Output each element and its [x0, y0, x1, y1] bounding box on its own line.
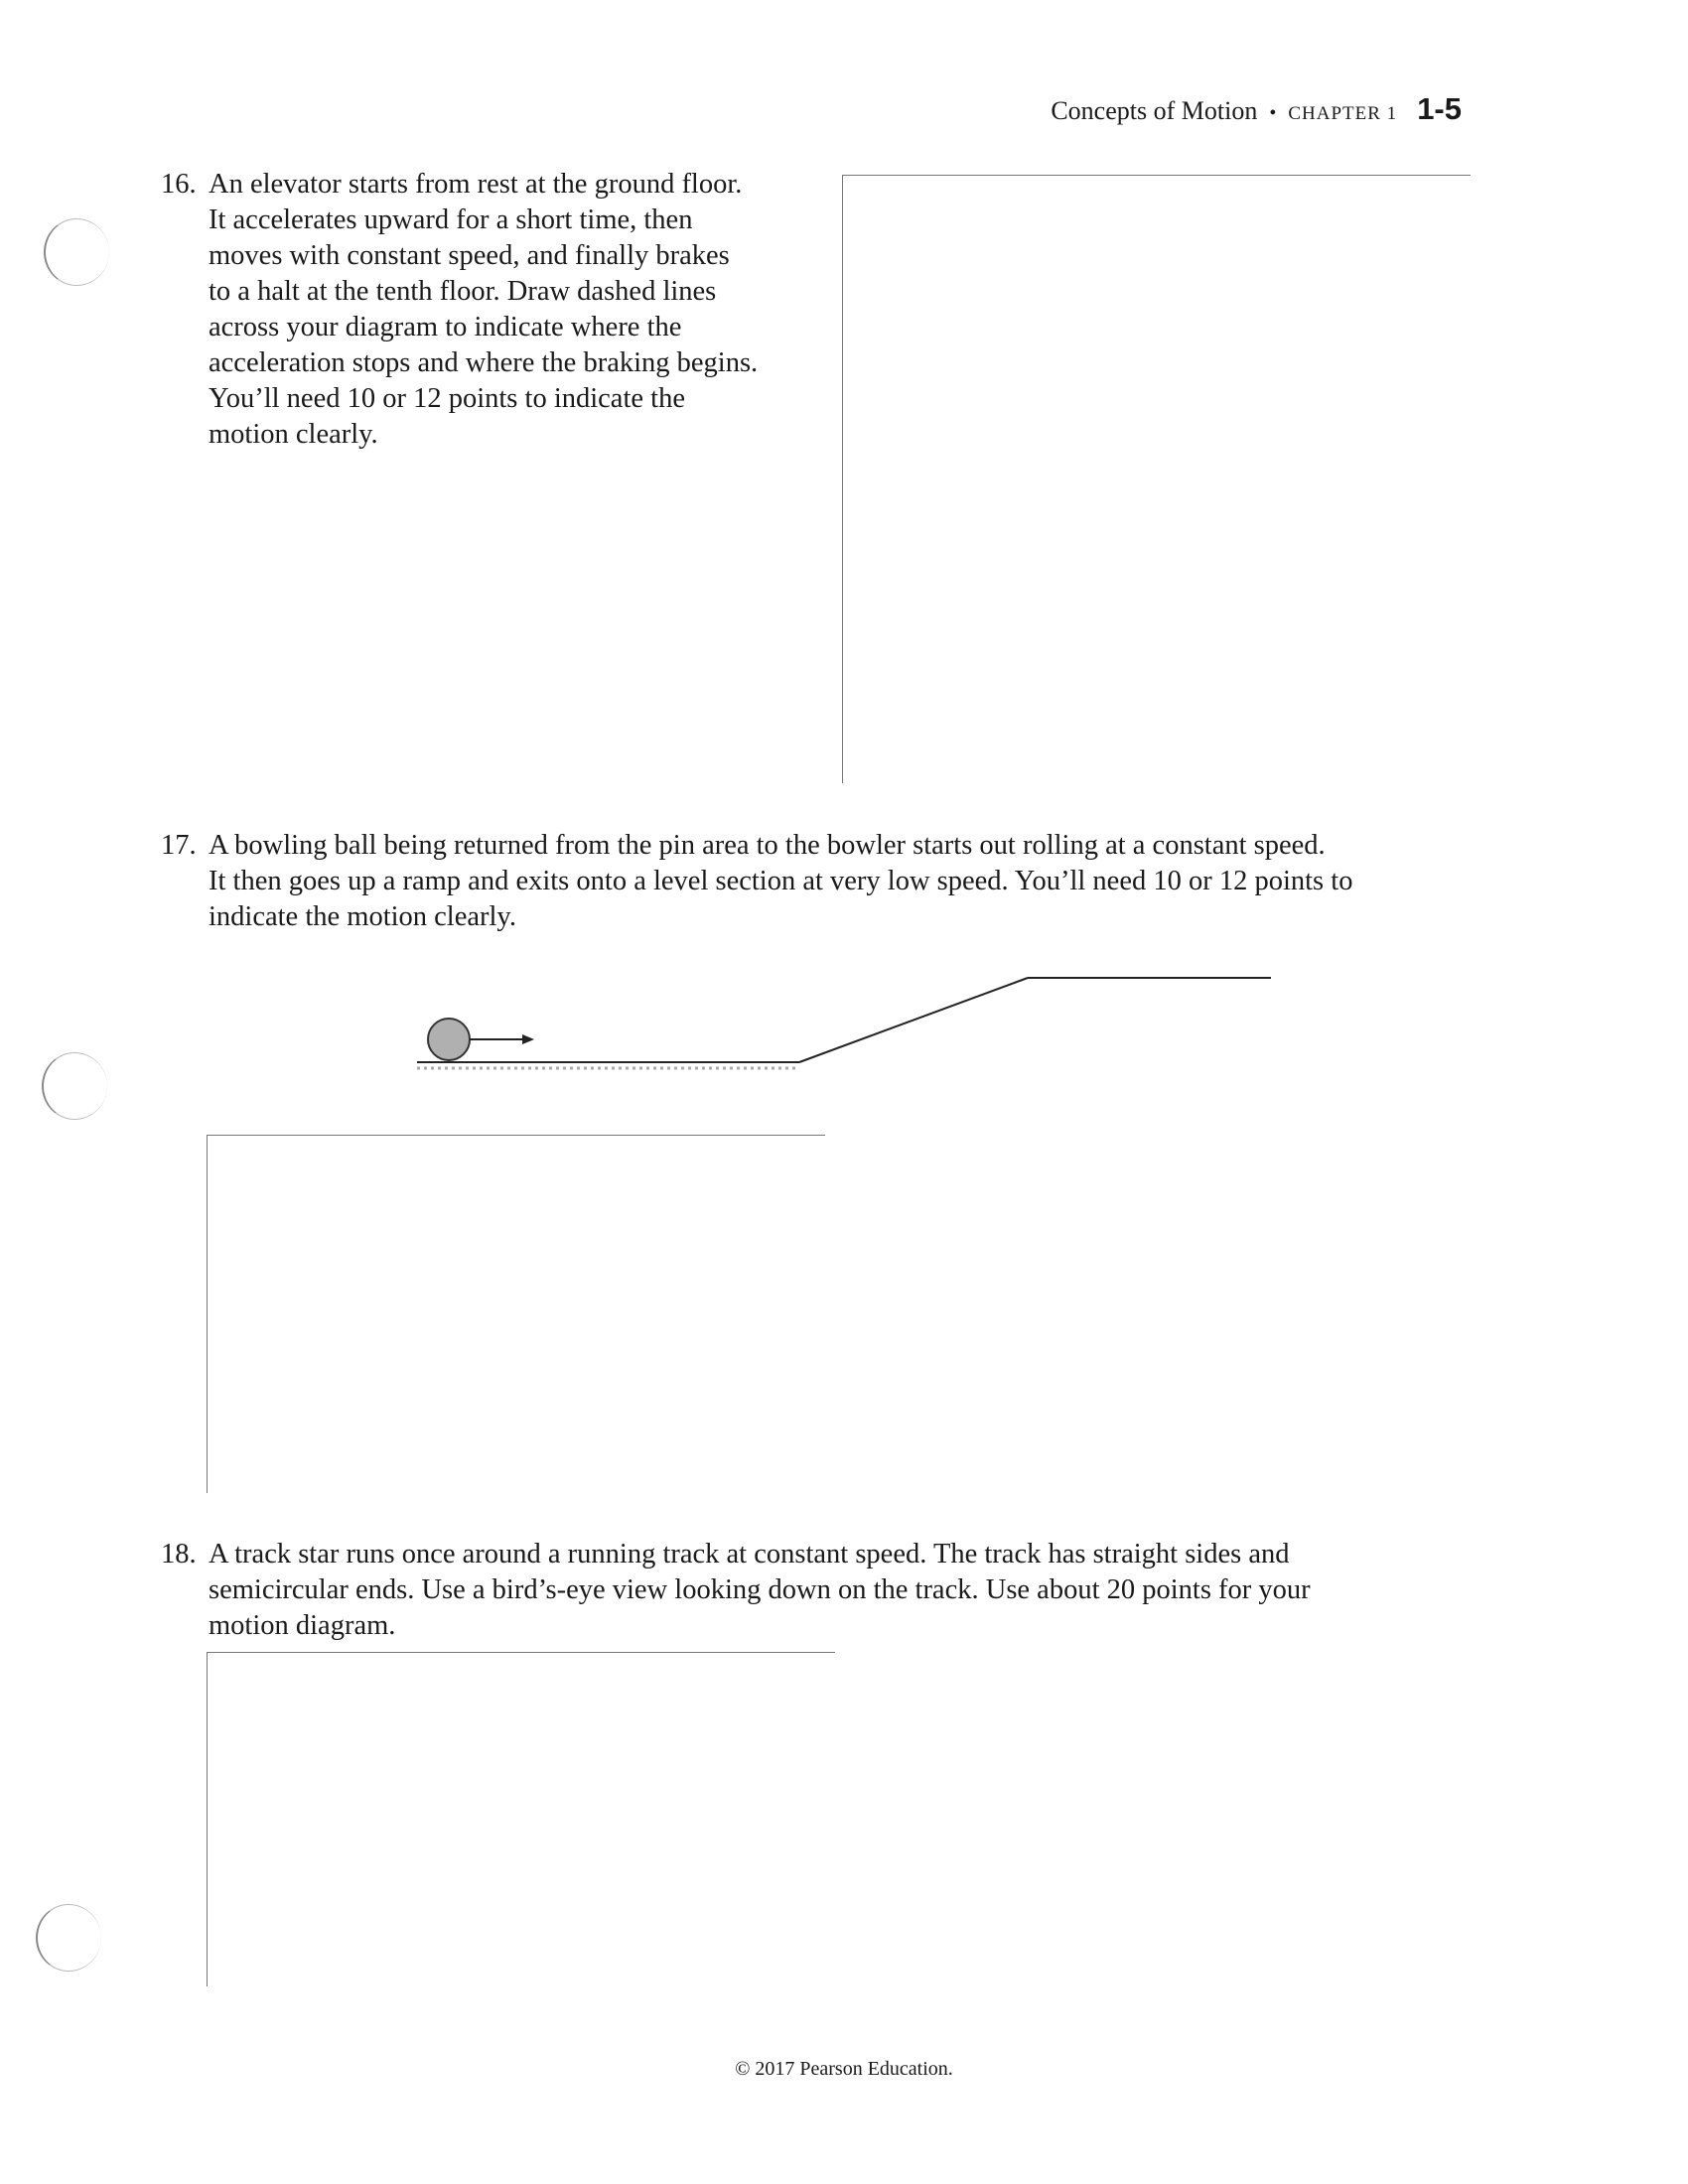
- problem-line: A track star runs once around a running track at constant speed. The track has straight sides and: [209, 1539, 1290, 1570]
- page-number: 1-5: [1417, 91, 1462, 126]
- chapter-label: CHAPTER 1: [1288, 103, 1398, 124]
- bowling-ball: [428, 1019, 470, 1060]
- copyright-footer: © 2017 Pearson Education.: [735, 2058, 953, 2080]
- problem-line: acceleration stops and where the braking begins.: [209, 347, 759, 378]
- problem-18: [161, 1537, 1452, 1644]
- answer-box-18[interactable]: [207, 1652, 835, 1986]
- problem-line: across your diagram to indicate where the: [209, 312, 682, 342]
- problem-text: [209, 1537, 1452, 1644]
- problem-line: It accelerates upward for a short time, then: [209, 205, 693, 235]
- problem-line: motion diagram.: [209, 1610, 396, 1641]
- section-title: Concepts of Motion: [1051, 96, 1258, 125]
- answer-box-17[interactable]: [207, 1135, 825, 1493]
- problem-line: You’ll need 10 or 12 points to indicate the: [209, 383, 685, 414]
- problem-line: moves with constant speed, and finally brakes: [209, 240, 730, 271]
- problem-number: 18.: [161, 1539, 197, 1570]
- problem-line: It then goes up a ramp and exits onto a level section at very low speed. You’ll need 10 or 12 points to: [209, 866, 1353, 896]
- problem-line: semicircular ends. Use a bird’s-eye view looking down on the track. Use about 20 points for your: [209, 1574, 1311, 1605]
- ramp-diagram: [417, 968, 1291, 1092]
- header-bullet: •: [1269, 102, 1277, 124]
- velocity-arrow-icon: [470, 1034, 534, 1044]
- problem-text: [209, 828, 1452, 935]
- problem-17: [161, 828, 1452, 935]
- binder-hole-bottom: [36, 1904, 101, 1972]
- problem-line: An elevator starts from rest at the ground floor.: [209, 169, 743, 200]
- answer-box-16[interactable]: [842, 175, 1471, 783]
- ramp-slope: [799, 978, 1028, 1062]
- problem-line: indicate the motion clearly.: [209, 901, 516, 932]
- problem-line: A bowling ball being returned from the pin area to the bowler starts out rolling at a constant speed.: [209, 830, 1326, 861]
- binder-hole-top: [44, 218, 109, 286]
- running-header: [1051, 91, 1462, 127]
- problem-line: motion clearly.: [209, 419, 378, 450]
- binder-hole-middle: [42, 1052, 107, 1120]
- problem-number: 16.: [161, 169, 197, 200]
- problem-16: [161, 167, 816, 453]
- problem-line: to a halt at the tenth floor. Draw dashed lines: [209, 276, 717, 307]
- problem-number: 17.: [161, 830, 197, 861]
- problem-text: [209, 167, 816, 453]
